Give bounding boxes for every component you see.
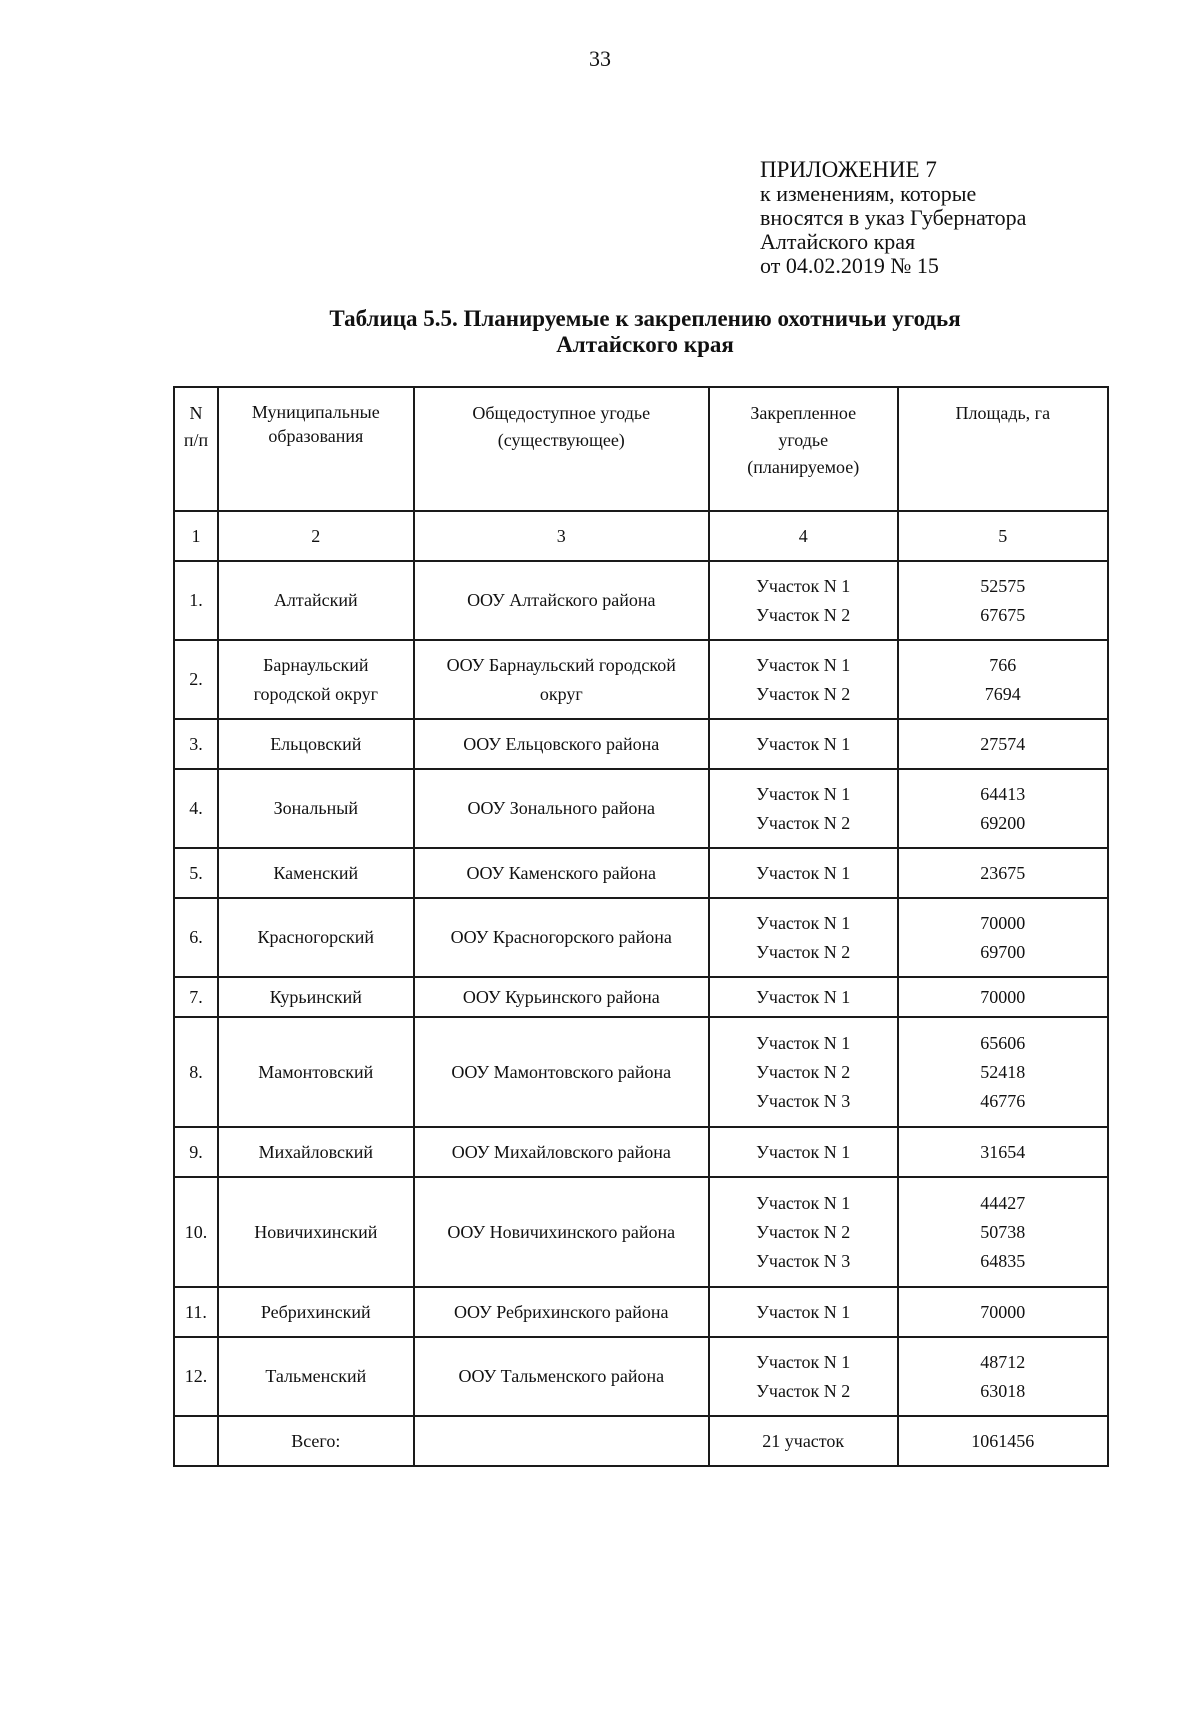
area-cell-line: 64413 (980, 783, 1026, 804)
appendix-line: от 04.02.2019 № 15 (760, 253, 939, 278)
table-row (174, 769, 1108, 848)
plots-cell (709, 848, 898, 898)
column-number: 5 (898, 511, 1108, 561)
municipality-cell-line: Ельцовский (270, 733, 362, 754)
header-line: п/п (183, 430, 209, 450)
public-area-cell-line: ООУ Ребрихинского района (453, 1301, 669, 1322)
area-cell (898, 1337, 1108, 1416)
plots-cell-line: Участок N 1 (756, 1301, 851, 1322)
area-cell-line: 48712 (980, 1351, 1026, 1372)
municipality-cell (218, 977, 414, 1017)
public-area-cell-line: ООУ Тальменского района (458, 1366, 665, 1386)
public-area-cell (414, 719, 709, 769)
public-area-cell (414, 1127, 709, 1177)
area-cell-line: 64835 (980, 1250, 1026, 1271)
public-area-cell (414, 898, 709, 977)
row-number: 2. (174, 640, 218, 719)
row-number: 7. (174, 977, 218, 1017)
header-line: (существующее) (497, 430, 625, 450)
area-cell-line: 27574 (980, 733, 1026, 754)
plots-cell (709, 769, 898, 848)
table-row (174, 898, 1108, 977)
area-cell-line: 70000 (980, 1301, 1026, 1322)
municipality-cell (218, 1337, 414, 1416)
area-cell (898, 1127, 1108, 1177)
hunting-grounds-table (173, 386, 1109, 1467)
header-line: Площадь, га (955, 403, 1051, 423)
public-area-cell (414, 769, 709, 848)
plots-cell (709, 1177, 898, 1287)
table-row (174, 1177, 1108, 1287)
plots-cell-line: Участок N 2 (756, 604, 851, 625)
municipality-cell-line: Красногорский (257, 927, 375, 947)
area-cell-line: 31654 (980, 1141, 1026, 1162)
header-public-area (414, 387, 709, 511)
municipality-cell-line: Каменский (273, 862, 359, 883)
public-area-cell-line: ООУ Михайловского района (451, 1141, 671, 1162)
public-area-cell-line: ООУ Ельцовского района (463, 733, 660, 754)
plots-cell (709, 1337, 898, 1416)
page-number: 33 (589, 46, 611, 71)
table-row (174, 561, 1108, 640)
row-number: 12. (174, 1337, 218, 1416)
total-plots: 21 участок (709, 1416, 898, 1466)
plots-cell-line: Участок N 1 (756, 1032, 851, 1053)
plots-cell-line: Участок N 3 (756, 1250, 851, 1271)
municipality-cell (218, 769, 414, 848)
public-area-cell (414, 561, 709, 640)
area-cell-line: 65606 (980, 1032, 1026, 1053)
area-cell-line: 69200 (980, 812, 1026, 833)
plots-cell-line: Участок N 1 (756, 862, 851, 883)
row-number: 8. (174, 1017, 218, 1127)
column-number-row (174, 511, 1108, 561)
area-cell-line: 69700 (980, 941, 1026, 962)
plots-cell-line: Участок N 1 (756, 654, 851, 675)
row-number: 5. (174, 848, 218, 898)
area-cell-line: 46776 (980, 1090, 1026, 1111)
plots-cell (709, 977, 898, 1017)
plots-cell (709, 719, 898, 769)
area-cell (898, 769, 1108, 848)
area-cell (898, 719, 1108, 769)
table-row (174, 848, 1108, 898)
area-cell (898, 898, 1108, 977)
public-area-cell-line: ООУ Каменского района (466, 862, 657, 883)
appendix-line: к изменениям, которые (760, 181, 977, 206)
municipality-cell-line: Михайловский (258, 1141, 373, 1162)
area-cell-line: 52575 (980, 575, 1026, 596)
public-area-cell-line: ООУ Зонального района (467, 798, 656, 818)
row-number: 10. (174, 1177, 218, 1287)
column-number: 4 (709, 511, 898, 561)
plots-cell-line: Участок N 1 (756, 986, 851, 1007)
plots-cell-line: Участок N 3 (756, 1090, 851, 1111)
header-line: Муниципальные (251, 402, 380, 422)
municipality-cell-line: Новичихинский (254, 1221, 378, 1242)
row-number: 4. (174, 769, 218, 848)
plots-cell (709, 898, 898, 977)
municipality-cell (218, 898, 414, 977)
plots-cell-line: Участок N 1 (756, 1351, 851, 1372)
municipality-cell-line: Ребрихинский (260, 1301, 371, 1322)
plots-cell-line: Участок N 2 (756, 1061, 851, 1082)
plots-cell-line: Участок N 1 (756, 1141, 851, 1162)
municipality-cell-line: Курьинский (269, 986, 362, 1007)
plots-cell-line: Участок N 2 (756, 812, 851, 833)
area-cell-line: 67675 (980, 604, 1026, 625)
header-line: Общедоступное угодье (472, 403, 651, 423)
header-line: N (189, 403, 203, 423)
column-number: 2 (218, 511, 414, 561)
public-area-cell (414, 1017, 709, 1127)
table-title-line: Алтайского края (556, 332, 734, 357)
area-cell (898, 1287, 1108, 1337)
total-area: 1061456 (898, 1416, 1108, 1466)
appendix-block (760, 158, 1026, 278)
table-title-line: Таблица 5.5. Планируемые к закреплению охотничьи угодья (329, 306, 961, 331)
header-num (174, 387, 218, 511)
total-empty-cell (174, 1416, 218, 1466)
plots-cell-line: Участок N 2 (756, 683, 851, 704)
appendix-line: вносятся в указ Губернатора (760, 205, 1027, 230)
public-area-cell (414, 1287, 709, 1337)
area-cell (898, 848, 1108, 898)
public-area-cell (414, 848, 709, 898)
municipality-cell (218, 848, 414, 898)
public-area-cell-line: ООУ Мамонтовского района (451, 1061, 672, 1082)
plots-cell (709, 1017, 898, 1127)
area-cell-line: 766 (989, 654, 1017, 675)
row-number: 11. (174, 1287, 218, 1337)
area-cell (898, 1177, 1108, 1287)
total-empty-cell (414, 1416, 709, 1466)
public-area-cell-line: округ (539, 683, 583, 704)
plots-cell-line: Участок N 1 (756, 575, 851, 596)
column-number: 1 (174, 511, 218, 561)
area-cell (898, 561, 1108, 640)
public-area-cell-line: ООУ Алтайского района (467, 590, 656, 610)
table-row (174, 1127, 1108, 1177)
table-row (174, 719, 1108, 769)
column-number: 3 (414, 511, 709, 561)
municipality-cell-line: Зональный (273, 798, 358, 818)
table-row (174, 1017, 1108, 1127)
municipality-cell (218, 561, 414, 640)
plots-cell (709, 640, 898, 719)
row-number: 3. (174, 719, 218, 769)
table-row (174, 1337, 1108, 1416)
table-title (0, 306, 1200, 358)
municipality-cell-line: городской округ (253, 683, 378, 704)
plots-cell (709, 1127, 898, 1177)
plots-cell (709, 561, 898, 640)
header-line: угодье (778, 430, 829, 450)
municipality-cell (218, 1287, 414, 1337)
public-area-cell-line: ООУ Курьинского района (462, 986, 660, 1007)
area-cell-line: 23675 (980, 862, 1026, 883)
municipality-cell (218, 719, 414, 769)
public-area-cell (414, 1177, 709, 1287)
area-cell-line: 63018 (980, 1380, 1026, 1401)
area-cell-line: 50738 (980, 1221, 1026, 1242)
total-row (174, 1416, 1108, 1466)
public-area-cell-line: ООУ Красногорского района (450, 927, 672, 947)
plots-cell-line: Участок N 2 (756, 1380, 851, 1401)
area-cell-line: 52418 (980, 1061, 1026, 1082)
total-label: Всего: (218, 1416, 414, 1466)
appendix-title: ПРИЛОЖЕНИЕ 7 (760, 157, 937, 182)
public-area-cell (414, 1337, 709, 1416)
header-municipality (218, 387, 414, 511)
public-area-cell-line: ООУ Новичихинского района (447, 1221, 676, 1242)
plots-cell-line: Участок N 1 (756, 733, 851, 754)
public-area-cell (414, 640, 709, 719)
area-cell (898, 640, 1108, 719)
table-body (174, 387, 1108, 1466)
plots-cell-line: Участок N 1 (756, 783, 851, 804)
table-row (174, 977, 1108, 1017)
municipality-cell (218, 1017, 414, 1127)
plots-cell-line: Участок N 2 (756, 1221, 851, 1242)
area-cell (898, 977, 1108, 1017)
row-number: 9. (174, 1127, 218, 1177)
table-row (174, 640, 1108, 719)
public-area-cell (414, 977, 709, 1017)
area-cell-line: 44427 (980, 1192, 1026, 1213)
area-cell-line: 70000 (980, 986, 1026, 1007)
municipality-cell (218, 1177, 414, 1287)
area-cell (898, 1017, 1108, 1127)
plots-cell-line: Участок N 1 (756, 912, 851, 933)
header-line: Закрепленное (750, 403, 857, 423)
header-area-ha (898, 387, 1108, 511)
header-assigned-area (709, 387, 898, 511)
public-area-cell-line: ООУ Барнаульский городской (446, 654, 676, 675)
municipality-cell-line: Алтайский (273, 590, 358, 610)
row-number: 1. (174, 561, 218, 640)
header-line: (планируемое) (747, 457, 860, 477)
row-number: 6. (174, 898, 218, 977)
municipality-cell (218, 1127, 414, 1177)
municipality-cell-line: Тальменский (265, 1366, 367, 1386)
area-cell-line: 70000 (980, 912, 1026, 933)
table-row (174, 1287, 1108, 1337)
municipality-cell-line: Мамонтовский (258, 1061, 374, 1082)
municipality-cell-line: Барнаульский (263, 654, 369, 675)
plots-cell (709, 1287, 898, 1337)
appendix-line: Алтайского края (760, 229, 916, 254)
plots-cell-line: Участок N 2 (756, 941, 851, 962)
municipality-cell (218, 640, 414, 719)
area-cell-line: 7694 (984, 683, 1021, 704)
plots-cell-line: Участок N 1 (756, 1192, 851, 1213)
header-line: образования (268, 426, 364, 446)
table-header-row (174, 387, 1108, 511)
